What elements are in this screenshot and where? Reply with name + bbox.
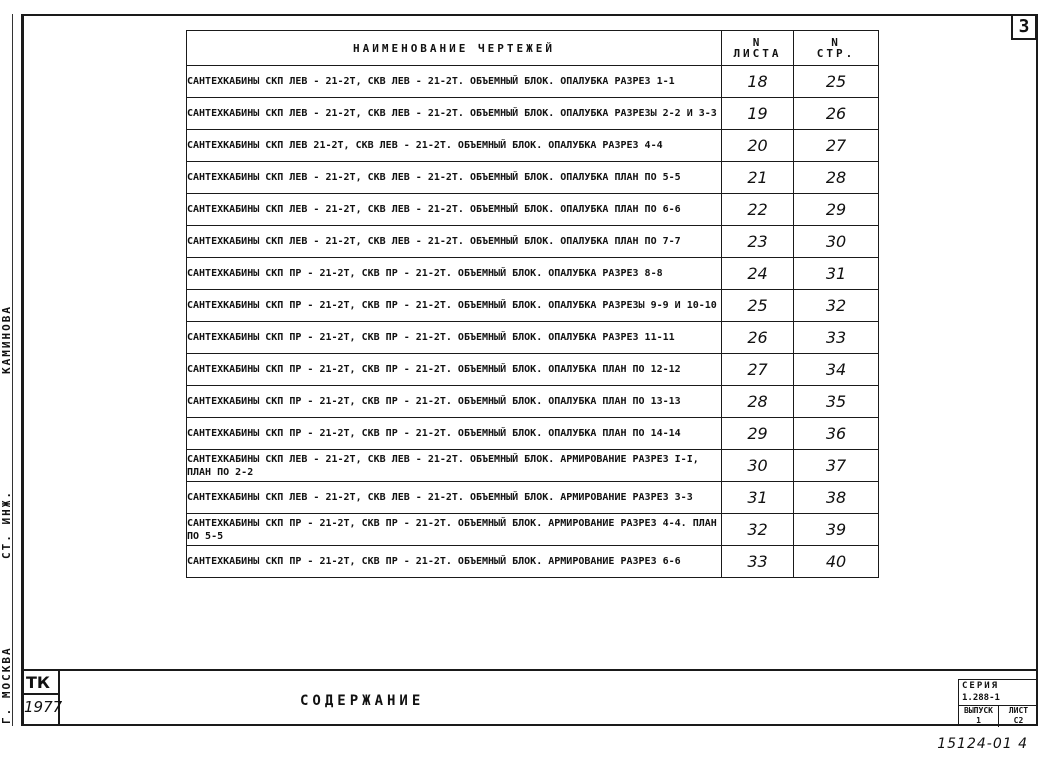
org-box <box>22 671 63 726</box>
row-name: САНТЕХКАБИНЫ СКП ПР - 21-2Т, СКВ ПР - 21-2Т. ОБЪЕМНЫЙ БЛОК. ОПАЛУБКА РАЗРЕЗ 11-11 <box>187 322 722 354</box>
row-sheet: 31 <box>722 482 794 514</box>
table-row <box>187 130 879 162</box>
row-sheet: 20 <box>722 130 794 162</box>
row-sheet: 27 <box>722 354 794 386</box>
series-value: 1.288-1 <box>959 693 1038 706</box>
row-name: САНТЕХКАБИНЫ СКП ЛЕВ - 21-2Т, СКВ ЛЕВ - 21-2Т. ОБЪЕМНЫЙ БЛОК. АРМИРОВАНИЕ РАЗРЕЗ 3-3 <box>187 482 722 514</box>
inventory-number: 15124-01 4 <box>937 736 1028 752</box>
table-row <box>187 290 879 322</box>
table-row <box>187 482 879 514</box>
row-sheet: 30 <box>722 450 794 482</box>
row-sheet: 22 <box>722 194 794 226</box>
contents-table <box>186 30 879 578</box>
series-box <box>958 679 1038 726</box>
strip-role: СТ. ИНЖ. <box>0 490 13 559</box>
row-sheet: 32 <box>722 514 794 546</box>
row-page: 32 <box>794 290 879 322</box>
table-row <box>187 354 879 386</box>
row-name: САНТЕХКАБИНЫ СКП ПР - 21-2Т, СКВ ПР - 21-2Т. ОБЪЕМНЫЙ БЛОК. ОПАЛУБКА ПЛАН ПО 13-13 <box>187 386 722 418</box>
row-name: САНТЕХКАБИНЫ СКП ПР - 21-2Т, СКВ ПР - 21-2Т. ОБЪЕМНЫЙ БЛОК. ОПАЛУБКА РАЗРЕЗЫ 9-9 И 10-10 <box>187 290 722 322</box>
row-page: 36 <box>794 418 879 450</box>
row-page: 37 <box>794 450 879 482</box>
row-sheet: 21 <box>722 162 794 194</box>
row-name: САНТЕХКАБИНЫ СКП ПР - 21-2Т, СКВ ПР - 21-2Т. ОБЪЕМНЫЙ БЛОК. АРМИРОВАНИЕ РАЗРЕЗ 6-6 <box>187 546 722 578</box>
table-row <box>187 514 879 546</box>
strip-name: КАМИНОВА <box>0 305 13 374</box>
row-page: 38 <box>794 482 879 514</box>
series-label: СЕРИЯ <box>962 681 1000 691</box>
table-row <box>187 66 879 98</box>
year: 1977 <box>24 698 63 716</box>
row-page: 34 <box>794 354 879 386</box>
row-name: САНТЕХКАБИНЫ СКП ЛЕВ - 21-2Т, СКВ ЛЕВ - 21-2Т. ОБЪЕМНЫЙ БЛОК. ОПАЛУБКА ПЛАН ПО 5-5 <box>187 162 722 194</box>
row-name: САНТЕХКАБИНЫ СКП ЛЕВ - 21-2Т, СКВ ЛЕВ - 21-2Т. ОБЪЕМНЫЙ БЛОК. ОПАЛУБКА РАЗРЕЗЫ 2-2 И 3-3 <box>187 98 722 130</box>
row-page: 28 <box>794 162 879 194</box>
sheet-cell: ЛИСТ С2 <box>998 706 1038 727</box>
org-code: ТК <box>22 671 58 695</box>
table-row <box>187 194 879 226</box>
row-sheet: 23 <box>722 226 794 258</box>
table-row <box>187 450 879 482</box>
left-margin-strip <box>2 14 22 726</box>
row-sheet: 29 <box>722 418 794 450</box>
row-name: САНТЕХКАБИНЫ СКП ЛЕВ - 21-2Т, СКВ ЛЕВ - 21-2Т. ОБЪЕМНЫЙ БЛОК. АРМИРОВАНИЕ РАЗРЕЗ I-I, ПЛАН ПО 2-2 <box>187 450 722 482</box>
row-sheet: 28 <box>722 386 794 418</box>
title-block <box>22 669 1038 726</box>
header-page: N СТР. <box>794 31 879 66</box>
row-page: 26 <box>794 98 879 130</box>
strip-city: Г. МОСКВА <box>0 646 13 724</box>
row-page: 39 <box>794 514 879 546</box>
issue-cell: ВЫПУСК 1 <box>964 706 993 725</box>
row-page: 25 <box>794 66 879 98</box>
row-name: САНТЕХКАБИНЫ СКП ПР - 21-2Т, СКВ ПР - 21-2Т. ОБЪЕМНЫЙ БЛОК. ОПАЛУБКА ПЛАН ПО 14-14 <box>187 418 722 450</box>
row-sheet: 18 <box>722 66 794 98</box>
table-header-row <box>187 31 879 66</box>
row-page: 40 <box>794 546 879 578</box>
table-row <box>187 418 879 450</box>
page-number: 3 <box>1011 14 1037 40</box>
table-row <box>187 386 879 418</box>
table-row <box>187 546 879 578</box>
document-title: СОДЕРЖАНИЕ <box>300 693 425 709</box>
row-page: 30 <box>794 226 879 258</box>
row-page: 35 <box>794 386 879 418</box>
table-row <box>187 322 879 354</box>
table-row <box>187 226 879 258</box>
row-page: 27 <box>794 130 879 162</box>
row-name: САНТЕХКАБИНЫ СКП ПР - 21-2Т, СКВ ПР - 21-2Т. ОБЪЕМНЫЙ БЛОК. ОПАЛУБКА РАЗРЕЗ 8-8 <box>187 258 722 290</box>
row-page: 31 <box>794 258 879 290</box>
row-sheet: 19 <box>722 98 794 130</box>
row-name: САНТЕХКАБИНЫ СКП ПР - 21-2Т, СКВ ПР - 21-2Т. ОБЪЕМНЫЙ БЛОК. ОПАЛУБКА ПЛАН ПО 12-12 <box>187 354 722 386</box>
row-sheet: 33 <box>722 546 794 578</box>
table-row <box>187 98 879 130</box>
row-name: САНТЕХКАБИНЫ СКП ЛЕВ - 21-2Т, СКВ ЛЕВ - 21-2Т. ОБЪЕМНЫЙ БЛОК. ОПАЛУБКА ПЛАН ПО 6-6 <box>187 194 722 226</box>
table-row <box>187 162 879 194</box>
row-name: САНТЕХКАБИНЫ СКП ЛЕВ - 21-2Т, СКВ ЛЕВ - 21-2Т. ОБЪЕМНЫЙ БЛОК. ОПАЛУБКА ПЛАН ПО 7-7 <box>187 226 722 258</box>
row-page: 29 <box>794 194 879 226</box>
row-name: САНТЕХКАБИНЫ СКП ПР - 21-2Т, СКВ ПР - 21-2Т. ОБЪЕМНЫЙ БЛОК. АРМИРОВАНИЕ РАЗРЕЗ 4-4. ПЛАН ПО 5-5 <box>187 514 722 546</box>
row-sheet: 26 <box>722 322 794 354</box>
header-sheet: N ЛИСТА <box>722 31 794 66</box>
table-row <box>187 258 879 290</box>
row-name: САНТЕХКАБИНЫ СКП ЛЕВ - 21-2Т, СКВ ЛЕВ - 21-2Т. ОБЪЕМНЫЙ БЛОК. ОПАЛУБКА РАЗРЕЗ 1-1 <box>187 66 722 98</box>
row-page: 33 <box>794 322 879 354</box>
row-name: САНТЕХКАБИНЫ СКП ЛЕВ 21-2Т, СКВ ЛЕВ - 21-2Т. ОБЪЕМНЫЙ БЛОК. ОПАЛУБКА РАЗРЕЗ 4-4 <box>187 130 722 162</box>
row-sheet: 24 <box>722 258 794 290</box>
row-sheet: 25 <box>722 290 794 322</box>
header-name: НАИМЕНОВАНИЕ ЧЕРТЕЖЕЙ <box>187 31 722 66</box>
